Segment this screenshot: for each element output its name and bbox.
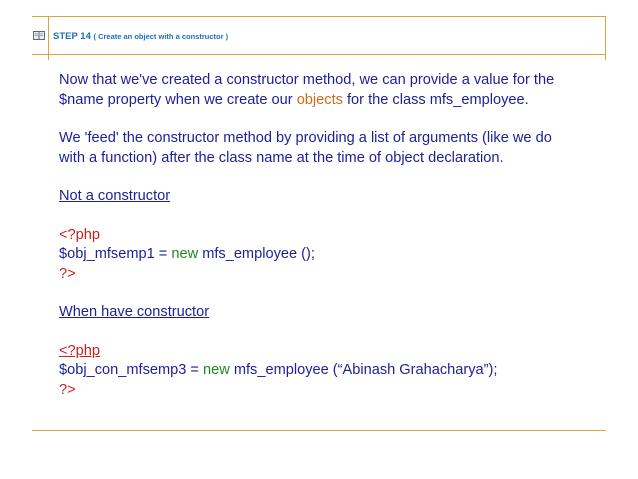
php-close-tag-1: ?> <box>59 265 76 282</box>
php-close-tag-2: ?> <box>59 381 76 398</box>
when-constructor-heading: When have constructor <box>59 304 210 320</box>
intro-text-start: Now that we've created a constructor method, we can provide a value for the $name property when we create our <box>59 72 555 108</box>
step-label: STEP 14 <box>53 31 91 42</box>
feed-paragraph: We 'feed' the constructor method by providing a list of arguments (like we do with a function) after the class name at the time of object declaration. <box>59 130 552 166</box>
new-keyword-2: new <box>203 362 230 378</box>
header-bottom-rule <box>32 54 606 55</box>
code-line-2 <box>59 361 559 381</box>
footer-rule <box>32 430 606 431</box>
code-var-2: $obj_con_mfsemp3 = <box>59 362 203 378</box>
slide-header <box>53 31 228 42</box>
header-top-rule <box>32 16 606 17</box>
new-keyword-1: new <box>171 246 199 262</box>
step-subtitle: ( Create an object with a constructor ) <box>93 32 229 41</box>
objects-highlight: objects <box>296 91 343 108</box>
php-open-tag-1: <?php <box>59 226 100 243</box>
book-icon <box>33 31 45 40</box>
code-rest-2: mfs_employee (“Abinash Grahacharya”); <box>229 362 498 378</box>
not-constructor-heading: Not a constructor <box>59 188 171 204</box>
code-var-1: $obj_mfsemp1 = <box>59 246 172 262</box>
code-rest-1: mfs_employee (); <box>198 246 315 262</box>
php-open-tag-2: <?php <box>59 342 100 359</box>
intro-text-end: for the class mfs_employee. <box>342 91 529 108</box>
code-line-1 <box>59 245 559 265</box>
intro-paragraph <box>59 71 559 110</box>
slide-content <box>59 71 559 400</box>
